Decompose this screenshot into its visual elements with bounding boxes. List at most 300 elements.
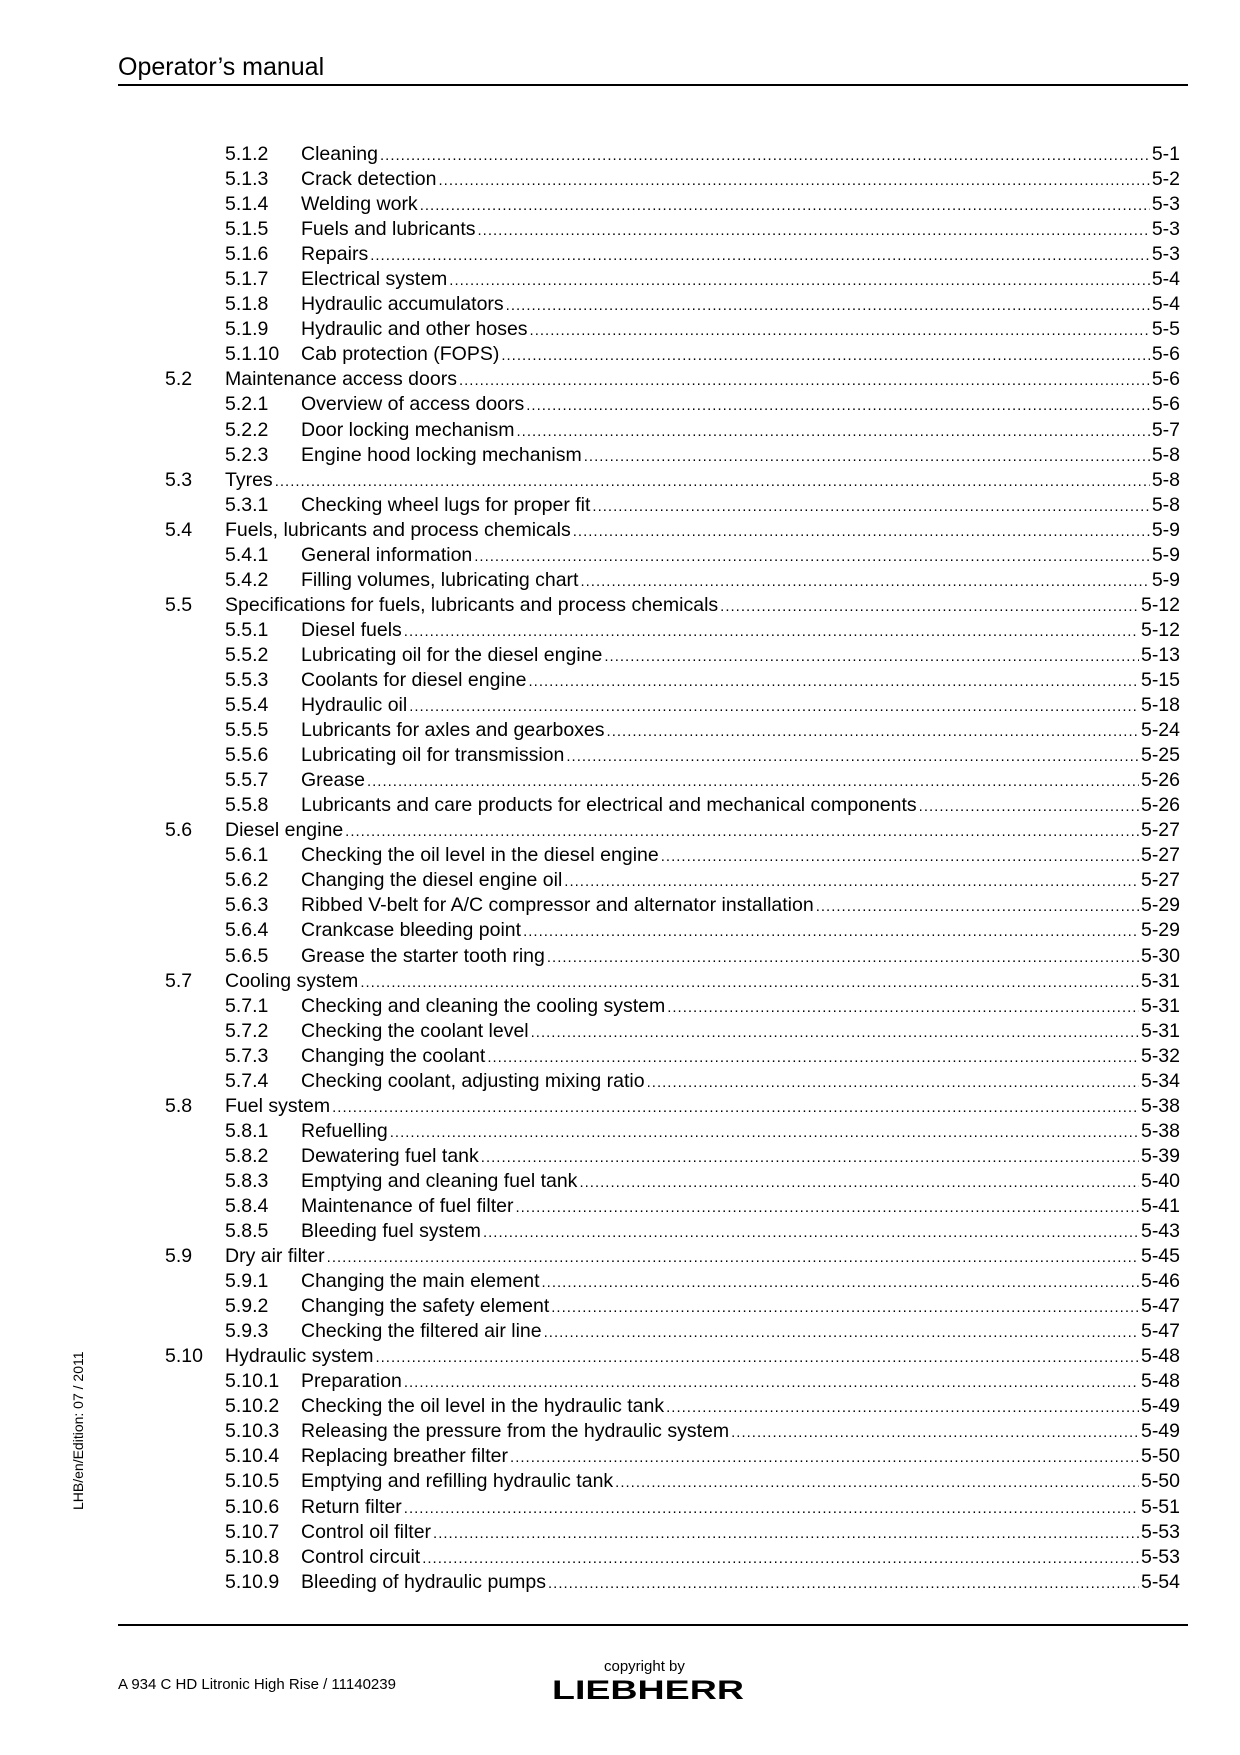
toc-number: 5.5.6 [225, 744, 269, 767]
toc-entry [301, 192, 1180, 217]
toc-leader-dots [528, 669, 1138, 693]
toc-leader-dots [564, 869, 1139, 893]
toc-page-number: 5-9 [1151, 518, 1180, 541]
toc-page-number: 5-41 [1140, 1194, 1180, 1217]
toc-row [0, 643, 1240, 668]
toc-title: Return filter [301, 1495, 402, 1518]
toc-leader-dots [667, 995, 1139, 1019]
toc-leader-dots [404, 619, 1139, 643]
toc-title: Coolants for diesel engine [301, 668, 527, 691]
toc-entry [301, 242, 1180, 267]
toc-title: Lubricants for axles and gearboxes [301, 719, 605, 742]
toc-page-number: 5-8 [1151, 443, 1180, 466]
toc-title: Maintenance access doors [225, 368, 457, 391]
toc-page-number: 5-3 [1151, 193, 1180, 216]
toc-page-number: 5-50 [1140, 1445, 1180, 1468]
toc-leader-dots [370, 243, 1150, 267]
toc-title: Cleaning [301, 143, 378, 165]
toc-title: Overview of access doors [301, 393, 525, 416]
toc-row [0, 818, 1240, 843]
toc-row [0, 593, 1240, 618]
toc-leader-dots [580, 569, 1149, 593]
toc-page-number: 5-31 [1140, 1019, 1180, 1042]
toc-title: Repairs [301, 243, 369, 266]
toc-page-number: 5-3 [1151, 243, 1180, 266]
toc-page-number: 5-32 [1140, 1044, 1180, 1067]
toc-title: Cooling system [225, 969, 359, 992]
toc-page-number: 5-54 [1140, 1570, 1180, 1593]
toc-entry [301, 317, 1180, 342]
toc-row [0, 1394, 1240, 1419]
toc-title: Ribbed V-belt for A/C compressor and alternator installation [301, 894, 814, 917]
toc-number: 5.7.2 [225, 1019, 269, 1042]
toc-leader-dots [433, 1521, 1139, 1545]
toc-page-number: 5-34 [1140, 1069, 1180, 1092]
toc-row [0, 668, 1240, 693]
toc-number: 5.7.4 [225, 1069, 269, 1092]
toc-number: 5.6.1 [225, 844, 269, 867]
toc-number: 5.8.1 [225, 1119, 269, 1142]
toc-leader-dots [919, 794, 1139, 818]
toc-title: Maintenance of fuel filter [301, 1194, 514, 1217]
toc-entry [301, 1570, 1180, 1595]
toc-number: 5.2.3 [225, 443, 269, 466]
toc-leader-dots [404, 1370, 1139, 1394]
toc-page-number: 5-2 [1151, 168, 1180, 191]
toc-page-number: 5-29 [1140, 894, 1180, 917]
toc-row [0, 1144, 1240, 1169]
toc-title: Hydraulic oil [301, 694, 408, 717]
toc-row [0, 568, 1240, 593]
toc-leader-dots [530, 318, 1150, 342]
toc-row [0, 1344, 1240, 1369]
toc-row [0, 1495, 1240, 1520]
toc-entry [301, 1369, 1180, 1394]
toc-page-number: 5-7 [1151, 418, 1180, 441]
toc-page-number: 5-27 [1140, 844, 1180, 867]
toc-entry [301, 643, 1180, 668]
toc-number: 5.6.3 [225, 894, 269, 917]
toc-leader-dots [510, 1445, 1139, 1469]
toc-row [0, 1194, 1240, 1219]
toc-row [0, 843, 1240, 868]
toc-page-number: 5-53 [1140, 1520, 1180, 1543]
toc-number: 5.9 [165, 1245, 193, 1268]
toc-leader-dots [523, 919, 1139, 943]
toc-row [0, 693, 1240, 718]
toc-leader-dots [474, 544, 1150, 568]
toc-entry [301, 1169, 1180, 1194]
toc-number: 5.5.4 [225, 694, 269, 717]
toc-row [0, 317, 1240, 342]
toc-leader-dots [380, 143, 1150, 167]
toc-entry [301, 1419, 1180, 1444]
toc-number: 5.5.7 [225, 769, 269, 792]
toc-number: 5.4.1 [225, 543, 269, 566]
toc-leader-dots [615, 1470, 1139, 1494]
toc-entry [225, 1244, 1180, 1269]
toc-number: 5.1.9 [225, 318, 269, 341]
page-title: Operator’s manual [118, 53, 325, 81]
toc-row [0, 793, 1240, 818]
toc-page-number: 5-47 [1140, 1295, 1180, 1318]
toc-entry [301, 793, 1180, 818]
toc-number: 5.10.8 [225, 1545, 280, 1568]
toc-title: Bleeding fuel system [301, 1220, 481, 1243]
toc-number: 5.1.6 [225, 243, 269, 266]
toc-entry [301, 843, 1180, 868]
toc-leader-dots [420, 193, 1150, 217]
toc-leader-dots [515, 1195, 1139, 1219]
toc-title: Releasing the pressure from the hydraulic system [301, 1420, 730, 1443]
toc-row [0, 267, 1240, 292]
toc-number: 5.3.1 [225, 493, 269, 516]
toc-leader-dots [422, 1546, 1139, 1570]
toc-page-number: 5-48 [1140, 1370, 1180, 1393]
toc-entry [301, 618, 1180, 643]
toc-title: Checking wheel lugs for proper fit [301, 493, 591, 516]
toc-entry [301, 1319, 1180, 1344]
toc-row [0, 994, 1240, 1019]
toc-page-number: 5-12 [1140, 618, 1180, 641]
toc-number: 5.10.2 [225, 1395, 280, 1418]
toc-number: 5.8 [165, 1094, 193, 1117]
toc-title: Fuels, lubricants and process chemicals [225, 518, 571, 541]
toc-entry [225, 593, 1180, 618]
toc-page-number: 5-13 [1140, 643, 1180, 666]
toc-leader-dots [390, 1120, 1139, 1144]
toc-row [0, 969, 1240, 994]
toc-title: Checking and cleaning the cooling system [301, 994, 666, 1017]
toc-page-number: 5-8 [1151, 468, 1180, 491]
toc-page-number: 5-18 [1140, 694, 1180, 717]
toc-entry [301, 1294, 1180, 1319]
copyright-label: copyright by [604, 1658, 685, 1675]
toc-leader-dots [647, 1070, 1139, 1094]
toc-title: Dewatering fuel tank [301, 1144, 479, 1167]
toc-title: Emptying and refilling hydraulic tank [301, 1470, 614, 1493]
toc-row [0, 142, 1240, 167]
toc-number: 5.5 [165, 593, 193, 616]
toc-title: Hydraulic system [225, 1345, 374, 1368]
toc-entry [301, 217, 1180, 242]
toc-number: 5.7.1 [225, 994, 269, 1017]
toc-leader-dots [275, 469, 1150, 493]
toc-title: Dry air filter [225, 1245, 325, 1268]
toc-title: Refuelling [301, 1119, 388, 1142]
toc-number: 5.10.4 [225, 1445, 280, 1468]
table-of-contents [0, 142, 1240, 1595]
liebherr-logo [550, 1676, 746, 1702]
toc-number: 5.5.5 [225, 719, 269, 742]
toc-number: 5.1.4 [225, 193, 269, 216]
toc-entry [301, 342, 1180, 367]
toc-entry [301, 1144, 1180, 1169]
toc-number: 5.9.3 [225, 1320, 269, 1343]
toc-number: 5.4.2 [225, 568, 269, 591]
toc-number: 5.1.8 [225, 293, 269, 316]
toc-page-number: 5-8 [1151, 493, 1180, 516]
toc-leader-dots [404, 1496, 1139, 1520]
toc-title: Lubricating oil for transmission [301, 744, 565, 767]
toc-title: Crankcase bleeding point [301, 919, 522, 942]
toc-entry [301, 443, 1180, 468]
toc-row [0, 1444, 1240, 1469]
toc-row [0, 392, 1240, 417]
toc-number: 5.2 [165, 368, 193, 391]
toc-title: Bleeding of hydraulic pumps [301, 1570, 546, 1593]
toc-number: 5.7.3 [225, 1044, 269, 1067]
toc-leader-dots [360, 970, 1139, 994]
toc-page-number: 5-38 [1140, 1119, 1180, 1142]
toc-entry [301, 994, 1180, 1019]
toc-number: 5.3 [165, 468, 193, 491]
toc-row [0, 192, 1240, 217]
toc-page-number: 5-46 [1140, 1270, 1180, 1293]
toc-row [0, 743, 1240, 768]
toc-leader-dots [459, 368, 1150, 392]
toc-leader-dots [544, 1320, 1139, 1344]
toc-page-number: 5-50 [1140, 1470, 1180, 1493]
toc-page-number: 5-15 [1140, 668, 1180, 691]
toc-page-number: 5-27 [1140, 819, 1180, 842]
toc-page-number: 5-9 [1151, 568, 1180, 591]
toc-title: General information [301, 543, 473, 566]
toc-entry [301, 1219, 1180, 1244]
toc-entry [301, 392, 1180, 417]
toc-row [0, 342, 1240, 367]
toc-leader-dots [478, 218, 1150, 242]
toc-row [0, 1469, 1240, 1494]
toc-number: 5.4 [165, 518, 193, 541]
header-divider [118, 84, 1188, 86]
toc-row [0, 1545, 1240, 1570]
toc-number: 5.9.2 [225, 1295, 269, 1318]
toc-row [0, 292, 1240, 317]
toc-entry [301, 1545, 1180, 1570]
toc-number: 5.6.5 [225, 944, 269, 967]
toc-leader-dots [607, 719, 1139, 743]
toc-title: Preparation [301, 1370, 402, 1393]
toc-number: 5.5.2 [225, 643, 269, 666]
toc-leader-dots [409, 694, 1139, 718]
toc-page-number: 5-43 [1140, 1220, 1180, 1243]
toc-entry [301, 568, 1180, 593]
toc-row [0, 217, 1240, 242]
toc-entry [301, 1119, 1180, 1144]
toc-leader-dots [517, 419, 1150, 443]
toc-entry [225, 818, 1180, 843]
toc-page-number: 5-45 [1140, 1245, 1180, 1268]
toc-row [0, 618, 1240, 643]
toc-row [0, 1269, 1240, 1294]
toc-number: 5.10.6 [225, 1495, 280, 1518]
toc-entry [301, 718, 1180, 743]
toc-row [0, 718, 1240, 743]
toc-row [0, 1369, 1240, 1394]
toc-entry [301, 1269, 1180, 1294]
toc-page-number: 5-4 [1151, 293, 1180, 316]
toc-leader-dots [375, 1345, 1139, 1369]
toc-entry [301, 1069, 1180, 1094]
toc-leader-dots [604, 644, 1139, 668]
toc-entry [301, 868, 1180, 893]
toc-page-number: 5-31 [1140, 969, 1180, 992]
toc-leader-dots [573, 519, 1150, 543]
toc-leader-dots [332, 1095, 1139, 1119]
toc-page-number: 5-6 [1151, 343, 1180, 366]
toc-number: 5.8.4 [225, 1194, 269, 1217]
toc-page-number: 5-6 [1151, 368, 1180, 391]
toc-title: Control circuit [301, 1545, 421, 1568]
toc-entry [301, 1019, 1180, 1044]
toc-title: Lubricants and care products for electrical and mechanical components [301, 794, 917, 817]
toc-leader-dots [483, 1220, 1139, 1244]
toc-row [0, 468, 1240, 493]
toc-entry [301, 1444, 1180, 1469]
model-label: A 934 C HD Litronic High Rise / 11140239 [118, 1676, 396, 1693]
toc-title: Diesel fuels [301, 618, 402, 641]
toc-title: Cab protection (FOPS) [301, 343, 500, 366]
toc-number: 5.1.5 [225, 218, 269, 241]
toc-number: 5.10.1 [225, 1370, 280, 1393]
toc-entry [225, 1094, 1180, 1119]
footer-divider [118, 1624, 1188, 1626]
toc-page-number: 5-9 [1151, 543, 1180, 566]
toc-leader-dots [438, 168, 1149, 192]
toc-entry [301, 418, 1180, 443]
toc-page-number: 5-26 [1140, 794, 1180, 817]
toc-number: 5.10.7 [225, 1520, 280, 1543]
toc-title: Checking coolant, adjusting mixing ratio [301, 1069, 645, 1092]
toc-number: 5.7 [165, 969, 193, 992]
toc-page-number: 5-24 [1140, 719, 1180, 742]
toc-entry [301, 1394, 1180, 1419]
toc-entry [301, 693, 1180, 718]
toc-row [0, 944, 1240, 969]
toc-entry [301, 918, 1180, 943]
toc-number: 5.5.3 [225, 668, 269, 691]
toc-row [0, 1294, 1240, 1319]
edition-label: LHB/en/Edition: 07 / 2011 [70, 1351, 86, 1510]
toc-title: Emptying and cleaning fuel tank [301, 1169, 578, 1192]
toc-entry [301, 1495, 1180, 1520]
toc-entry [225, 1344, 1180, 1369]
toc-number: 5.1.3 [225, 168, 269, 191]
toc-page-number: 5-53 [1140, 1545, 1180, 1568]
toc-number: 5.6 [165, 819, 193, 842]
toc-number: 5.10.3 [225, 1420, 280, 1443]
toc-page-number: 5-3 [1151, 218, 1180, 241]
toc-title: Replacing breather filter [301, 1445, 509, 1468]
toc-leader-dots [548, 1571, 1139, 1595]
toc-title: Changing the diesel engine oil [301, 869, 563, 892]
toc-number: 5.2.2 [225, 418, 269, 441]
toc-title: Checking the oil level in the diesel engine [301, 844, 659, 867]
toc-page-number: 5-27 [1140, 869, 1180, 892]
toc-title: Changing the main element [301, 1270, 540, 1293]
toc-leader-dots [661, 844, 1139, 868]
toc-number: 5.2.1 [225, 393, 269, 416]
toc-page-number: 5-31 [1140, 994, 1180, 1017]
toc-leader-dots [551, 1295, 1139, 1319]
toc-number: 5.9.1 [225, 1270, 269, 1293]
toc-leader-dots [345, 819, 1139, 843]
toc-title: Electrical system [301, 268, 448, 291]
toc-row [0, 1094, 1240, 1119]
toc-number: 5.8.5 [225, 1220, 269, 1243]
toc-number: 5.5.1 [225, 618, 269, 641]
toc-title: Fuels and lubricants [301, 218, 476, 241]
toc-entry [301, 543, 1180, 568]
toc-page-number: 5-51 [1140, 1495, 1180, 1518]
toc-row [0, 443, 1240, 468]
toc-row [0, 1044, 1240, 1069]
toc-page-number: 5-5 [1151, 318, 1180, 341]
toc-entry [301, 493, 1180, 518]
toc-entry [225, 468, 1180, 493]
toc-page-number: 5-1 [1151, 143, 1180, 165]
toc-title: Tyres [225, 468, 273, 491]
toc-page-number: 5-26 [1140, 769, 1180, 792]
toc-leader-dots [481, 1145, 1139, 1169]
toc-leader-dots [720, 594, 1139, 618]
toc-page-number: 5-49 [1140, 1395, 1180, 1418]
toc-title: Engine hood locking mechanism [301, 443, 582, 466]
toc-title: Hydraulic accumulators [301, 293, 504, 316]
toc-number: 5.1.10 [225, 343, 280, 366]
toc-leader-dots [327, 1245, 1139, 1269]
toc-leader-dots [501, 343, 1149, 367]
toc-entry [301, 292, 1180, 317]
toc-title: Control oil filter [301, 1520, 432, 1543]
toc-row [0, 918, 1240, 943]
toc-row [0, 1169, 1240, 1194]
toc-row [0, 1419, 1240, 1444]
toc-leader-dots [731, 1420, 1139, 1444]
toc-row [0, 1119, 1240, 1144]
toc-row [0, 1019, 1240, 1044]
toc-number: 5.8.3 [225, 1169, 269, 1192]
toc-leader-dots [584, 444, 1150, 468]
toc-leader-dots [542, 1270, 1139, 1294]
toc-row [0, 543, 1240, 568]
toc-title: Specifications for fuels, lubricants and process chemicals [225, 593, 719, 616]
toc-entry [301, 267, 1180, 292]
toc-title: Diesel engine [225, 819, 344, 842]
toc-leader-dots [449, 268, 1150, 292]
toc-entry [225, 518, 1180, 543]
toc-row [0, 418, 1240, 443]
toc-row [0, 893, 1240, 918]
toc-row [0, 1069, 1240, 1094]
toc-entry [301, 668, 1180, 693]
toc-entry [301, 768, 1180, 793]
toc-row [0, 868, 1240, 893]
toc-page-number: 5-47 [1140, 1320, 1180, 1343]
toc-title: Crack detection [301, 168, 437, 191]
toc-title: Checking the coolant level [301, 1019, 529, 1042]
toc-leader-dots [592, 494, 1149, 518]
toc-page-number: 5-6 [1151, 393, 1180, 416]
toc-leader-dots [666, 1395, 1139, 1419]
logo-text: LIEBHERR [552, 1676, 744, 1702]
toc-entry [301, 1520, 1180, 1545]
toc-entry [301, 893, 1180, 918]
toc-number: 5.10 [165, 1345, 203, 1368]
toc-title: Grease the starter tooth ring [301, 944, 545, 967]
toc-page-number: 5-49 [1140, 1420, 1180, 1443]
